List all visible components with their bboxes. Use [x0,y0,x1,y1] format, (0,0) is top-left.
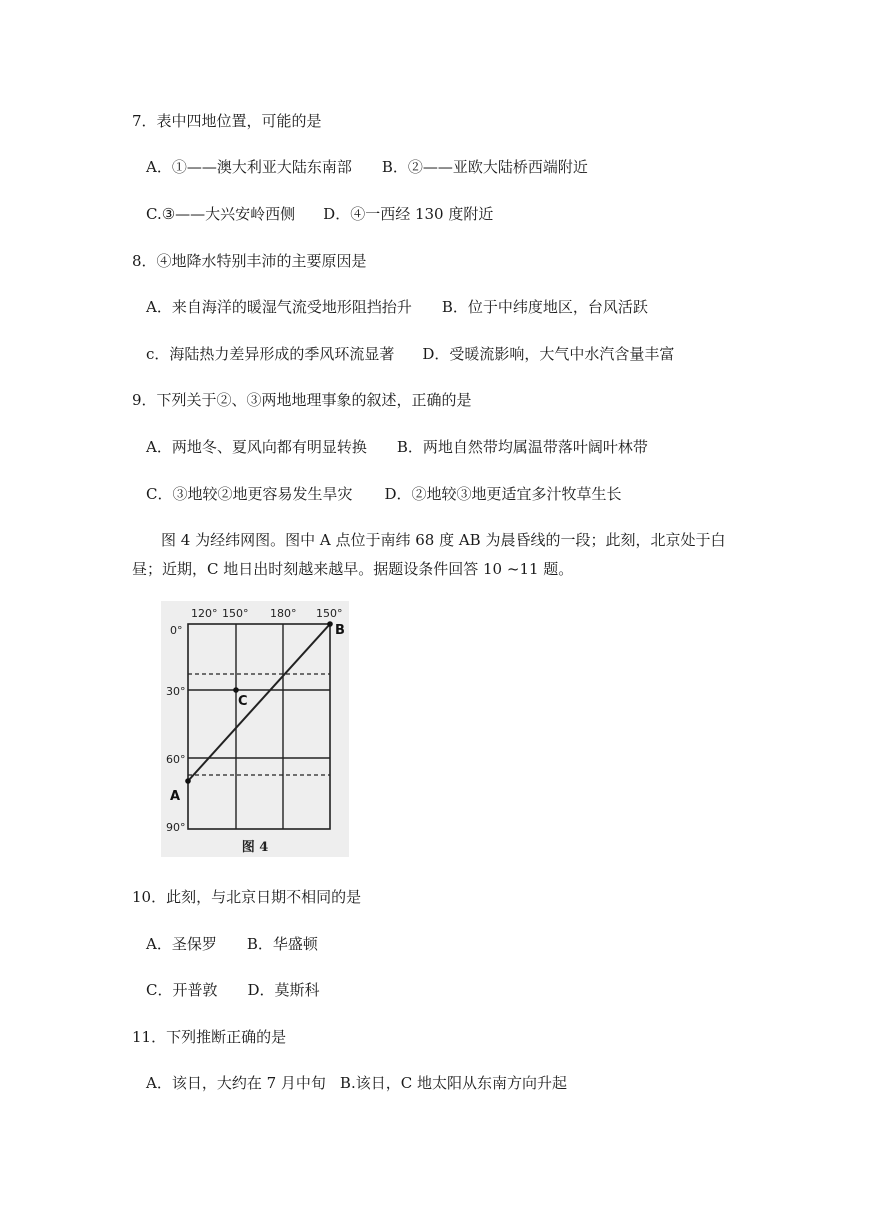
q7-option-d: D．④一西经 130 度附近 [323,205,494,223]
q7-option-a: A．①——澳大利亚大陆东南部 [146,158,352,176]
q11-options-row-1 [146,1073,567,1093]
q11-stem: 11．下列推断正确的是 [132,1028,287,1046]
q8-option-a: A．来自海洋的暖湿气流受地形阻挡抬升 [146,298,412,316]
q9-options-row-2 [146,484,622,504]
q10-options-row-1 [146,934,318,954]
q7-option-c: C.③——大兴安岭西侧 [146,205,296,223]
q8-options-row-1 [146,297,648,317]
q11-option-b: B.该日，C 地太阳从东南方向升起 [339,1074,567,1092]
point-c-label: C [238,694,248,709]
q8-option-d: D．受暖流影响，大气中水汽含量丰富 [422,345,675,363]
figure-4-graticule [161,601,349,857]
q8-stem: 8．④地降水特别丰沛的主要原因是 [132,252,367,270]
q10-option-b: B．华盛顿 [246,935,318,953]
lat-label-30: 30° [166,685,186,698]
q8-option-c: c．海陆热力差异形成的季风环流显著 [146,345,395,363]
lat-label-60: 60° [166,753,186,766]
q9-option-b: B．两地自然带均属温带落叶阔叶林带 [396,438,648,456]
q9-option-d: D．②地较③地更适宜多汁牧草生长 [384,485,622,503]
point-c-marker [233,687,239,693]
q8-option-b: B．位于中纬度地区，台风活跃 [441,298,648,316]
lon-label-180: 180° [270,607,297,620]
lat-label-90: 90° [166,821,186,834]
figure-caption: 图 4 [241,840,269,855]
point-a-label: A [170,789,181,804]
graticule-frame [188,624,330,829]
lon-label-150-west: 150° [222,607,249,620]
q10-options-row-2 [146,980,320,1000]
q9-option-c: C．③地较②地更容易发生旱灾 [146,485,353,503]
lat-label-0: 0° [170,624,183,637]
point-b-marker [327,621,333,627]
graticule-diagram [161,601,349,857]
q10-option-a: A．圣保罗 [146,935,217,953]
intro-line-2: 昼；近期，C 地日出时刻越来越早。据题设条件回答 10 ~11 题。 [132,560,574,578]
intro-line-1: 图 4 为经纬网图。图中 A 点位于南纬 68 度 AB 为晨昏线的一段；此刻，北京处于白 [161,531,726,549]
q11-option-a: A．该日，大约在 7 月中旬 [146,1074,326,1092]
q8-options-row-2 [146,344,674,364]
point-a-marker [185,778,191,784]
lon-label-150-east: 150° [316,607,343,620]
q9-options-row-1 [146,437,648,457]
q7-stem: 7．表中四地位置，可能的是 [132,112,322,130]
q7-option-b: B．②——亚欧大陆桥西端附近 [381,158,588,176]
lon-label-120: 120° [191,607,218,620]
q10-stem: 10．此刻，与北京日期不相同的是 [132,888,362,906]
q10-option-d: D．莫斯科 [247,981,320,999]
point-b-label: B [335,623,345,638]
q9-stem: 9．下列关于②、③两地地理事象的叙述，正确的是 [132,391,472,409]
q9-option-a: A．两地冬、夏风向都有明显转换 [146,438,367,456]
q10-option-c: C．开普敦 [146,981,218,999]
q7-options-row-1 [146,157,588,177]
q7-options-row-2 [146,204,493,224]
